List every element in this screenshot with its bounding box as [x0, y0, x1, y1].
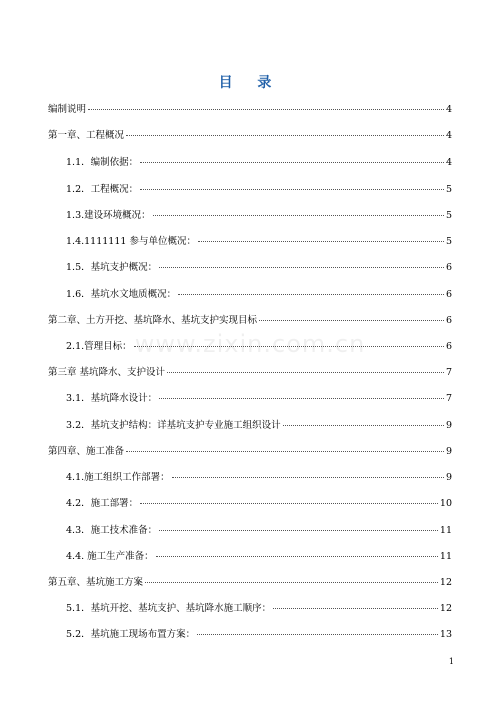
toc-entry-page-number: 6 — [445, 289, 452, 300]
toc-entry-page-number: 12 — [439, 577, 452, 588]
toc-entry-label: 5.1．基坑开挖、基坑支护、基坑降水施工顺序： — [66, 603, 272, 614]
toc-leader-dots — [259, 310, 444, 321]
toc-entry[interactable] — [66, 154, 452, 169]
toc-entry[interactable] — [66, 286, 452, 301]
toc-entry-page-number: 6 — [445, 315, 452, 326]
toc-entry[interactable] — [48, 127, 452, 142]
toc-entry-label: 4.4. 施工生产准备： — [66, 551, 154, 562]
toc-entry-label: 3.1．基坑降水设计： — [66, 393, 158, 404]
toc-entry-page-number: 5 — [445, 184, 452, 195]
toc-entry-page-number: 6 — [445, 262, 452, 273]
toc-leader-dots — [172, 467, 444, 478]
watermark: www.zixin.com.cn — [134, 330, 366, 358]
toc-entry-label: 4.2．施工部署： — [66, 498, 139, 509]
toc-leader-dots — [145, 572, 438, 583]
toc-leader-dots — [88, 99, 444, 110]
toc-entry-page-number: 12 — [439, 603, 452, 614]
toc-entry[interactable] — [48, 364, 452, 379]
toc-entry-page-number: 11 — [439, 551, 452, 562]
toc-entry-label: 5.2．基坑施工现场布置方案： — [66, 629, 196, 640]
toc-leader-dots — [153, 205, 444, 216]
toc-leader-dots — [156, 546, 438, 557]
toc-leader-dots — [140, 493, 438, 504]
toc-leader-dots — [159, 520, 438, 531]
toc-entry[interactable] — [66, 522, 452, 537]
toc-leader-dots — [140, 152, 444, 163]
toc-entry-label: 第四章、施工准备 — [48, 446, 125, 457]
toc-entry-label: 1.5．基坑支护概况： — [66, 262, 158, 273]
toc-entry-label: 1.1．编制依据： — [66, 157, 139, 168]
toc-entry[interactable] — [66, 548, 452, 563]
toc-entry[interactable] — [66, 259, 452, 274]
toc-entry-page-number: 7 — [445, 367, 452, 378]
toc-leader-dots — [283, 415, 444, 426]
toc-leader-dots — [273, 598, 438, 609]
toc-entry[interactable] — [66, 495, 452, 510]
toc-entry[interactable] — [48, 574, 452, 589]
toc-leader-dots — [197, 624, 438, 635]
toc-entry-label: 4.1.施工组织工作部署： — [66, 472, 170, 483]
toc-entry-page-number: 4 — [445, 104, 452, 115]
toc-entry[interactable] — [66, 626, 452, 641]
toc-entry-label: 3.2．基坑支护结构：详基坑支护专业施工组织设计 — [66, 420, 281, 431]
toc-entry[interactable] — [66, 207, 452, 222]
toc-leader-dots — [126, 125, 444, 136]
toc-entry-label: 4.3．施工技术准备： — [66, 525, 158, 536]
toc-entry-page-number: 11 — [439, 525, 452, 536]
toc-leader-dots — [126, 441, 444, 452]
toc-entry-page-number: 5 — [445, 236, 452, 247]
toc-entry-page-number: 9 — [445, 420, 452, 431]
toc-entry[interactable] — [66, 338, 452, 353]
toc-entry-page-number: 5 — [445, 210, 452, 221]
toc-entry-label: 第三章 基坑降水、支护设计 — [48, 367, 166, 378]
toc-leader-dots — [198, 231, 444, 242]
toc-leader-dots — [167, 362, 444, 373]
toc-entry-label: 第五章、基坑施工方案 — [48, 577, 144, 588]
toc-entry[interactable] — [66, 469, 452, 484]
toc-leader-dots — [140, 179, 444, 190]
toc-entry[interactable] — [48, 101, 452, 116]
toc-entry-label: 1.2．工程概况： — [66, 184, 139, 195]
toc-entry-page-number: 4 — [445, 157, 452, 168]
toc-entry[interactable] — [48, 312, 452, 327]
toc-entry-label: 1.4.1111111 参与单位概况： — [66, 236, 196, 247]
toc-entry-label: 编制说明 — [48, 104, 87, 115]
toc-entry-page-number: 6 — [445, 341, 452, 352]
toc-entry-page-number: 10 — [439, 498, 452, 509]
toc-entry[interactable] — [66, 417, 452, 432]
toc-leader-dots — [159, 257, 444, 268]
toc-entry-page-number: 9 — [445, 446, 452, 457]
toc-entry-page-number: 13 — [439, 629, 452, 640]
toc-entry-page-number: 4 — [445, 130, 452, 141]
toc-leader-dots — [159, 388, 444, 399]
toc-entry[interactable] — [66, 390, 452, 405]
toc-entry-page-number: 7 — [445, 393, 452, 404]
toc-entry-label: 2.1.管理目标： — [66, 341, 132, 352]
toc-entry-label: 1.6．基坑水文地质概况： — [66, 289, 177, 300]
toc-entry-label: 第二章、土方开挖、基坑降水、基坑支护实现目标 — [48, 315, 258, 326]
toc-entry-label: 第一章、工程概况 — [48, 130, 125, 141]
toc-entry[interactable] — [66, 181, 452, 196]
toc-leader-dots — [178, 284, 444, 295]
page-number: 1 — [448, 657, 454, 666]
toc-title: 目 录 — [218, 75, 282, 91]
toc-entry-page-number: 9 — [445, 472, 452, 483]
toc-entry-label: 1.3.建设环境概况： — [66, 210, 151, 221]
toc-entry[interactable] — [66, 233, 452, 248]
toc-leader-dots — [134, 336, 444, 347]
toc-entry[interactable] — [48, 443, 452, 458]
toc-entry[interactable] — [66, 600, 452, 615]
